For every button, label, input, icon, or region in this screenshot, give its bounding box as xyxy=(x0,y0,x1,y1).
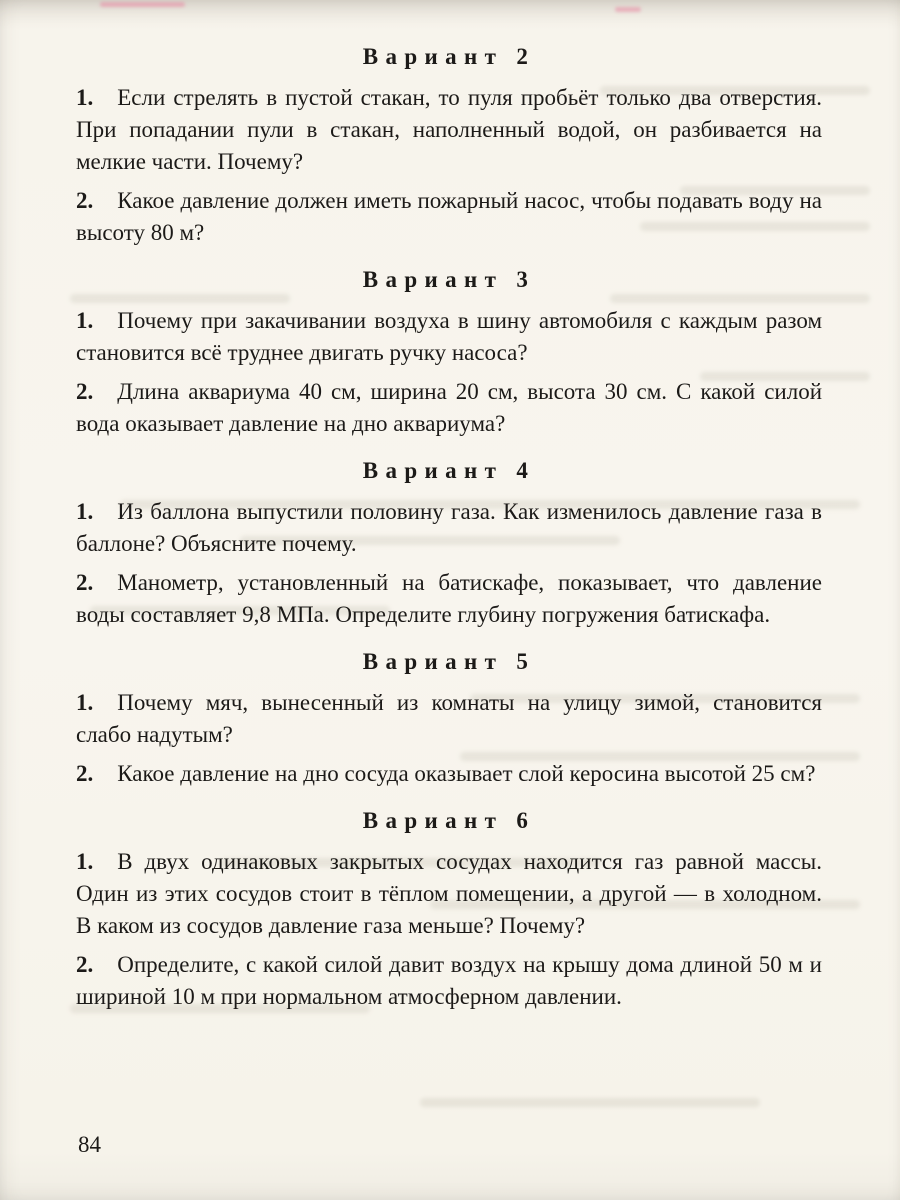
variant-title: Вариант 6 xyxy=(362,808,536,833)
problem xyxy=(76,185,822,249)
problem-text: Манометр, установленный на батискафе, показывает, что давление воды составляет 9,8 МПа. Определите глубину погружения батискафа. xyxy=(76,570,822,627)
problem xyxy=(76,305,822,369)
problem-text: В двух одинаковых закрытых сосудах находится газ равной массы. Один из этих сосудов стоит в тёплом помещении, а другой — в холодном. В каком из сосудов давление газа меньше? Почему? xyxy=(76,849,822,938)
variant-title: Вариант 4 xyxy=(362,458,536,483)
problem xyxy=(76,496,822,560)
problem-number: 2. xyxy=(76,570,94,595)
problem-text: Длина аквариума 40 см, ширина 20 см, высота 30 см. С какой силой вода оказывает давление на дно аквариума? xyxy=(76,379,822,436)
problem-text: Почему мяч, вынесенный из комнаты на улицу зимой, становится слабо надутым? xyxy=(76,690,822,747)
problem xyxy=(76,82,822,178)
variant-title: Вариант 3 xyxy=(362,267,536,292)
page-number: 84 xyxy=(78,1132,101,1157)
problem-number: 2. xyxy=(76,188,94,213)
bleed-through-artifact xyxy=(420,1098,760,1107)
problem-text: Определите, с какой силой давит воздух на крышу дома длиной 50 м и шириной 10 м при нормальном атмосферном давлении. xyxy=(76,952,822,1009)
problem-number: 1. xyxy=(76,690,94,715)
variant-section-6 xyxy=(76,808,822,1013)
problem xyxy=(76,846,822,942)
variant-title: Вариант 5 xyxy=(362,649,536,674)
problem xyxy=(76,376,822,440)
problem-number: 2. xyxy=(76,379,94,404)
variant-section-5 xyxy=(76,649,822,790)
problem-text: Какое давление должен иметь пожарный насос, чтобы подавать воду на высоту 80 м? xyxy=(76,188,822,245)
problem xyxy=(76,758,822,790)
variant-section-3 xyxy=(76,267,822,440)
variant-title: Вариант 2 xyxy=(362,44,536,69)
problem-number: 1. xyxy=(76,849,94,874)
problem xyxy=(76,567,822,631)
problem-text: Почему при закачивании воздуха в шину автомобиля с каждым разом становится всё труднее двигать ручку насоса? xyxy=(76,308,822,365)
problem-number: 2. xyxy=(76,952,94,977)
problem-number: 1. xyxy=(76,85,94,110)
problem-text: Если стрелять в пустой стакан, то пуля пробьёт только два отверстия. При попадании пули в стакан, наполненный водой, он разбивается на мелкие части. Почему? xyxy=(76,85,822,174)
problem-text: Какое давление на дно сосуда оказывает слой керосина высотой 25 см? xyxy=(117,761,816,786)
problem-text: Из баллона выпустили половину газа. Как изменилось давление газа в баллоне? Объясните почему. xyxy=(76,499,822,556)
problem xyxy=(76,687,822,751)
problem-number: 1. xyxy=(76,308,94,333)
variant-section-2 xyxy=(76,44,822,249)
problem-number: 2. xyxy=(76,761,94,786)
variant-section-4 xyxy=(76,458,822,631)
problem-number: 1. xyxy=(76,499,94,524)
problem xyxy=(76,949,822,1013)
